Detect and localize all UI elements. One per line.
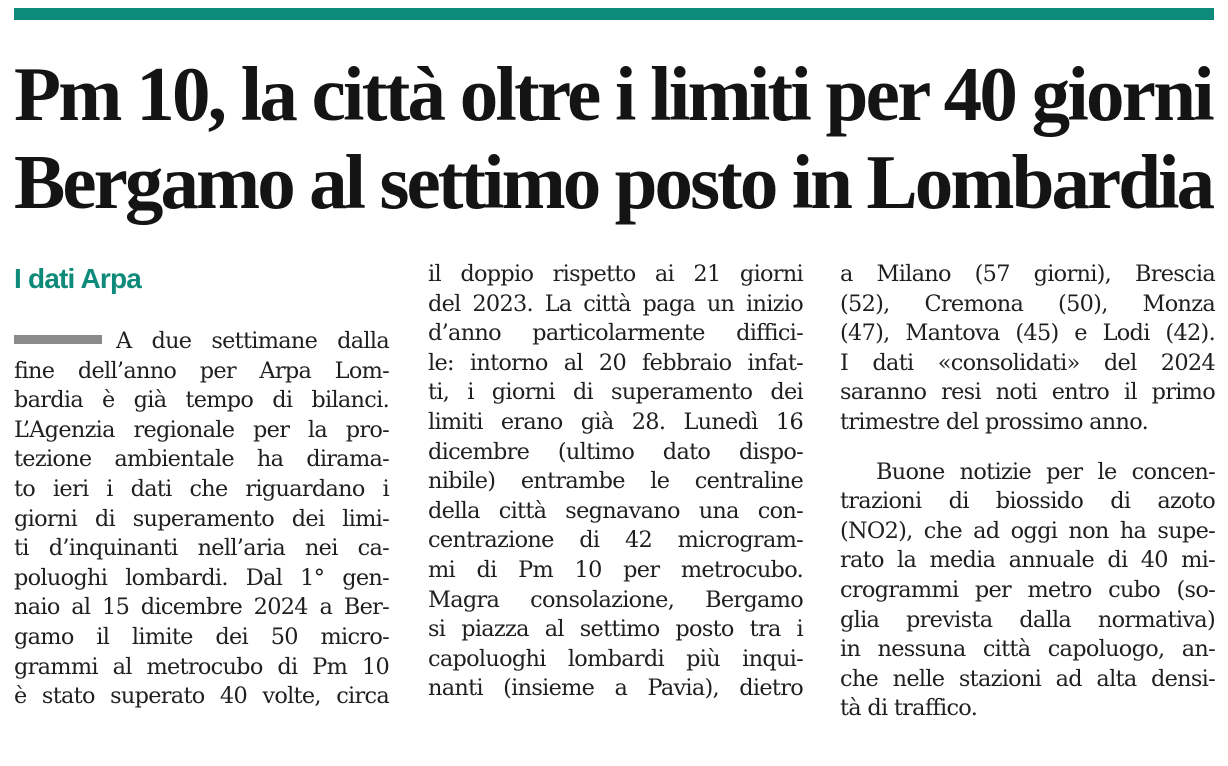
text-line [14, 327, 389, 357]
text-line: tezione ambientale ha dirama- [14, 446, 389, 473]
text-line: (NO2), che ad oggi non ha supe- [840, 517, 1215, 544]
text-line-content: A due settimane dalla [116, 328, 389, 354]
text-line: Magra consolazione, Bergamo [428, 586, 803, 613]
headline-line-1: Pm 10, la città oltre i limiti per 40 giorni [14, 51, 1212, 137]
text-line: centrazione di 42 microgram- [428, 527, 803, 554]
text-line: capoluoghi lombardi più inqui- [428, 645, 803, 672]
text-line: (47), Mantova (45) e Lodi (42). [840, 320, 1215, 347]
text-line: gamo il limite dei 50 micro- [14, 623, 389, 650]
paragraph [14, 327, 389, 712]
text-line: fine dell’anno per Arpa Lom- [14, 357, 389, 384]
article-column-1 [14, 327, 389, 712]
headline [14, 50, 1214, 226]
text-line: d’anno particolarmente diffici- [428, 320, 803, 347]
paragraph-gap [840, 438, 1215, 458]
paragraph [840, 458, 1215, 724]
text-line: della città segnavano una con- [428, 497, 803, 524]
text-line: si piazza al settimo posto tra i [428, 616, 803, 643]
text-line: Buone notizie per le concen- [876, 458, 1215, 485]
article-column-3 [840, 260, 1215, 724]
text-line: glia prevista dalla normativa) [840, 606, 1215, 633]
text-line: che nelle stazioni ad alta densi- [840, 665, 1215, 692]
text-line: a Milano (57 giorni), Brescia [840, 261, 1215, 287]
text-line: ti, i giorni di superamento dei [428, 379, 803, 406]
text-line: giorni di superamento dei limi- [14, 505, 389, 532]
article-column-2 [428, 260, 803, 704]
text-line: limiti erano già 28. Lunedì 16 [428, 408, 803, 435]
text-line: ti d’inquinanti nell’aria nei ca- [14, 535, 389, 562]
text-line: rato la media annuale di 40 mi- [840, 547, 1215, 574]
text-line: le: intorno al 20 febbraio infat- [428, 349, 803, 376]
text-line: il doppio rispetto ai 21 giorni [428, 261, 803, 287]
text-line: naio al 15 dicembre 2024 a Ber- [14, 594, 389, 621]
text-line: è stato superato 40 volte, circa [14, 683, 389, 710]
text-line: bardia è già tempo di bilanci. [14, 387, 389, 414]
text-line: (52), Cremona (50), Monza [840, 290, 1215, 317]
paragraph [840, 260, 1215, 438]
paragraph [428, 260, 803, 704]
text-line: nibile) entrambe le centraline [428, 468, 803, 495]
text-line: in nessuna città capoluogo, an- [840, 636, 1215, 663]
text-line: saranno resi noti entro il primo [840, 379, 1215, 406]
text-line: mi di Pm 10 per metrocubo. [428, 556, 803, 583]
lead-marker [14, 335, 102, 344]
text-line: del 2023. La città paga un inizio [428, 290, 803, 317]
text-line: grammi al metrocubo di Pm 10 [14, 653, 389, 680]
text-line: L’Agenzia regionale per la pro- [14, 416, 389, 443]
text-line: dicembre (ultimo dato dispo- [428, 438, 803, 465]
headline-line-2: Bergamo al settimo posto in Lombardia [14, 139, 1213, 225]
text-line: crogrammi per metro cubo (so- [840, 576, 1215, 603]
text-line: trazioni di biossido di azoto [840, 488, 1215, 515]
section-color-bar [14, 8, 1214, 20]
text-line: I dati «consolidati» del 2024 [840, 349, 1215, 376]
text-line: nanti (insieme a Pavia), dietro [428, 675, 803, 702]
text-line: tà di traffico. [840, 695, 978, 722]
kicker: I dati Arpa [14, 263, 142, 294]
text-line: trimestre del prossimo anno. [840, 408, 1149, 435]
text-line: to ieri i dati che riguardano i [14, 475, 389, 502]
text-line: poluoghi lombardi. Dal 1° gen- [14, 564, 389, 591]
